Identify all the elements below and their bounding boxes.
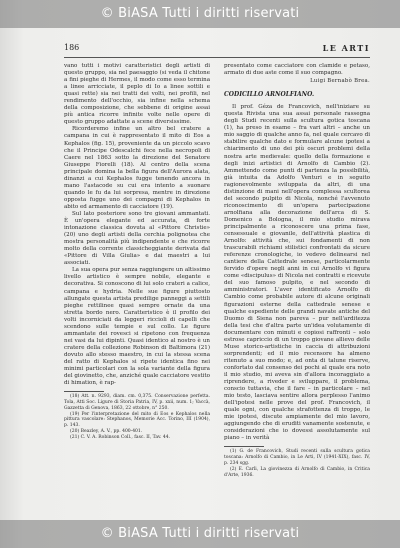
footnote: (20) Beazley, A. V., pp. 400-401. <box>70 428 143 434</box>
author-signature: Luigi Bernabò Brea. <box>310 78 370 85</box>
running-header <box>64 43 370 57</box>
footnote-rule <box>64 391 104 392</box>
footnotes-right <box>224 449 370 478</box>
right-column <box>224 63 370 478</box>
watermark-banner-bottom: © BiASA Tutti i diritti riservati <box>0 520 400 548</box>
footnote: (19) Per l'interpretazione del mito di Eos e Kephalos nella pittura vascolare: Stephanos, Memorie Acc. Torino, III (1904), p. 143. <box>64 411 210 429</box>
page-number: 186 <box>64 43 80 52</box>
footnote-rule <box>224 446 264 447</box>
body-paragraph: Il prof. Géza de Francovich, nell'iniziare su questa Rivista una sua assai personale rassegna degli Studi recenti sulla scultura gotica toscana (1), ha preso in esame – fra vari altri – anche un mio saggio di qualche anno fa, nel quale cercavo di stabilire qualche dato e formulare alcune ipotesi a chiarimento di uno dei più oscuri problemi della nostra arte medievale: quello della formazione e degli inizi artistici di Arnolfo di Cambio (2). Ammettendo come punti di partenza la possibilità, già intuita da Adolfo Venturi e in seguito ragionevolmente sviluppata da altri, di una distinzione di mani nell'opera complessa scultorea del secondo pulpito di Nicola, nonché l'avvenuto riconoscimento di un'opera partecipazione arnolfiana alla decorazione dell'arca di S. Domenico a Bologna, il mio studio mirava principalmente a riconoscere una prima fase, censessuale e giovanile, dell'attività plastica di Arnolfo: attività che, sui fondamenti di non trascurabili richiami stilistici confrontati da sicure referenze cronologiche, io vedevo delinearsi nel cantiere della Cattedrale senese, particolarmente fervido d'opere negli anni in cui Arnolfo vi figura come «discipulus» di Nicola nei contratti e ricevute del suo famoso pulpito, e nel secondo di amministratori. L'aver identificato Arnolfo di Cambio come probabile autore di alcune originali figurazioni esterne della cattedrale senese e qualche espediente delle grandi navate antiche del Duomo di Siena non pareva – pur nell'arditezza della tesi che d'altra parte un'idea volutamente di documentare con minuti e copiosi raffronti – solo estrose capriccio di un troppo giovane allievo delle Muse storico-artistiche in caccia di attribuzioni sorprendenti; ed il mio recensore ha almeno ritenuto a suo modo; e, ad onta di talune riserve, confortato dal consenso dei pochi al quale era noto il mio studio, mi aveva sin d'allora incoraggiato a riprendere, a riveder e sviluppare, il problema, conscio tuttavia, che il fare – in particolare – nel mio testo, lasciava sentire allora perplesso l'animo dell'ipotesi nelle prove del prof. Francovich, il quale ogni, con qualche strafottenza di troppo, le mie ipotesi, discute ampiamente del mio lavoro, aggiungendo che di eruditi vanamente sostenute, e considerazioni che io dovessi assolutamente sul piano – in verità <box>224 104 370 442</box>
footnote: (1) G. de Francovich, Studi recenti sulla scultura gotica toscana: Arnolfo di Cambio, in Le Arti, IV (1941-XIX), fasc. IV, p. 234 sgg. <box>224 449 370 467</box>
body-paragraph: Ricorderemo infine un altro bel cratere a campana in cui è rappresentato il mito di Eos a Kephalos (fig. 15), proveniente da un piccolo scavo che il Principe Odescalchi fece nella necropoli di Caere nel 1863 sotto la direzione del Senatore Giuseppe Fiorelli (18). Al centro della scena principale domina la bella figura dell'Aurora alata, dinanzi a cui Kephalos fugge tenendo ancora in mano l'astacode su cui era intento a suonare quando le fu da lui sorpresa, mentre in direzione opposta fugge uno dei compagni di Kephalos in abito ed armamento di cacciatore (19). <box>64 126 210 210</box>
body-paragraph: vano tutti i motivi caratteristici degli artisti di questo gruppo, sia nel paesaggio (si veda il chitone a fini pieghe di Hermes, il modo come esso termina a linee arricciate, il peplo di Io a linee sottili e quasi rette) sia nei tratti dei volti, nei profili, nel rendimento dell'occhio, sia infine nella schema della composizione, che sebbene di origine assai più antica ricorre infinite volte nelle opere di questo gruppo adattate a scene diversissime. <box>64 63 210 126</box>
body-paragraph: presentato come cacciatore con clamide e petaso, armato di due aste come il suo compagno. <box>224 63 370 77</box>
body-paragraph: Sul lato posteriore sono tre giovani ammantati. È un'opera elegante ed accurata, di forte intonazione classica dovuta al «Pittore Christie» (20) uno degli artisti della cerchia polignotea che mostra personalità più indipendente e che ricorre molto della corrente classicheggiante derivata dal «Pittore di Villa Giulia» e dai maestri a lui associati. <box>64 210 210 267</box>
article-subheading: CODICILLO ARNOLFIANO. <box>224 91 315 99</box>
left-column <box>64 63 210 441</box>
header-rule <box>64 57 370 58</box>
watermark-banner-top: © BiASA Tutti i diritti riservati <box>0 0 400 28</box>
footnotes-left <box>64 394 210 440</box>
footnote: (18) Att. n. 9293, diam. cm. 0,375. Conservazione perfetta. Tola, Atti Soc. Ligure di Storia Patria, IV, p. xxii, num. 1; Vaccà, Gazzetta di Genova, 1863, 22 ottobre, n° 250. <box>64 394 210 411</box>
footnote: (21) C. V. A. Robinson Coll., fasc. II, Tav. 44. <box>70 434 171 440</box>
footnote: (2) E. Carli, La giovinezza di Arnolfo di Cambio, in Critica d'Arte, 1936. <box>224 466 370 478</box>
body-paragraph: La sua opera pur senza raggiungere un altissimo livello artistico è sempre nobile, elegante e decorativa. Si conoscono di lui solo crateri a calice, campana e hydria. Nelle sue figure piuttosto allungate questa artista predilige panneggi a settili pieghe rettilinee quasi sempre ornate da una stretta bordo nero. Caratteristico è il profilo dei volti incorniciati da leggeri riccioli di capelli che scendono sulle tempie e sul collo. Le figure ammantate dei rovesci si ripetono con frequenza nei vasi da lui dipinti. Quasi identico al nostro è un cratere della collezione Robinson di Baltimora (21) dovuto allo stesso maestro, in cui la stessa scena del ratto di Kephalos si ripete identica fino nei minimi particolari con la sola variante della figura del giovinetto, che, anziché quale cacciatore vestito di himation, è rap- <box>64 267 210 387</box>
section-title: LE ARTI <box>322 43 370 53</box>
